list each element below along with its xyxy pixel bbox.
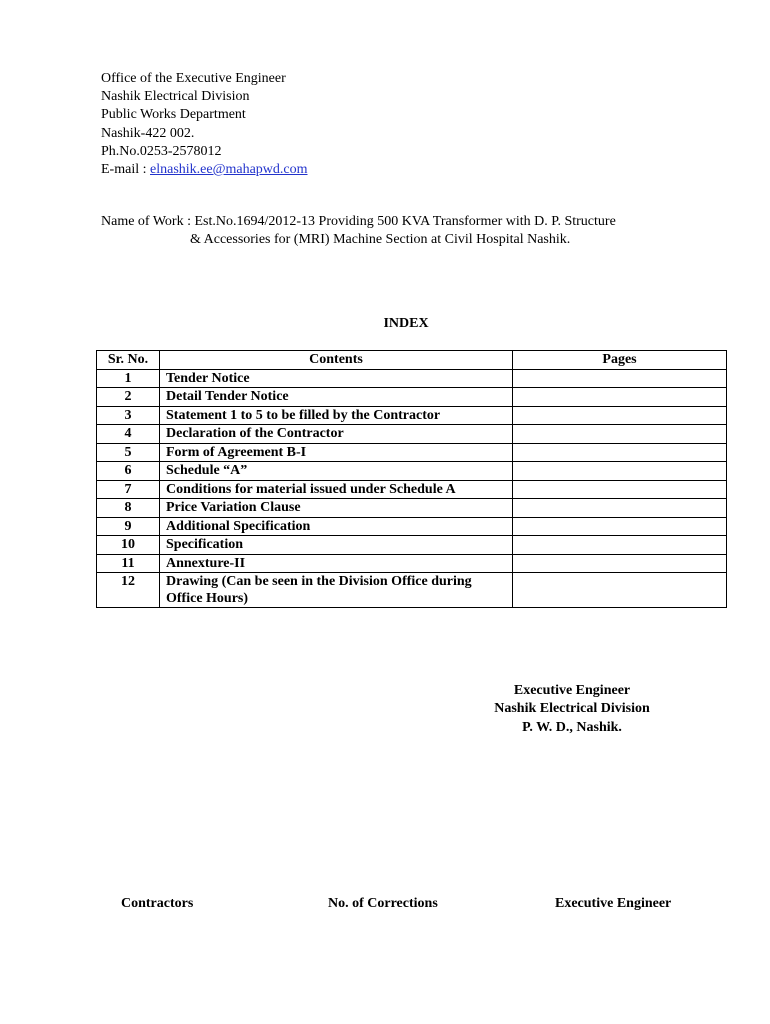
table-header-row <box>97 351 727 370</box>
row-content: Specification <box>160 536 513 555</box>
row-content: Detail Tender Notice <box>160 388 513 407</box>
table-row <box>97 554 727 573</box>
row-sr-no: 5 <box>97 443 160 462</box>
division-name: Nashik Electrical Division <box>101 89 250 105</box>
email-label: E-mail : <box>101 162 150 178</box>
table-row <box>97 462 727 481</box>
row-sr-no: 10 <box>97 536 160 555</box>
email-line <box>101 161 308 179</box>
row-pages <box>513 573 727 608</box>
row-pages <box>513 554 727 573</box>
table-row <box>97 443 727 462</box>
header-contents: Contents <box>160 351 513 370</box>
header-pages: Pages <box>513 351 727 370</box>
office-name: Office of the Executive Engineer <box>101 71 286 86</box>
department-name: Public Works Department <box>101 107 246 123</box>
row-content: Conditions for material issued under Schedule A <box>160 480 513 499</box>
header-sr-no: Sr. No. <box>97 351 160 370</box>
work-line-2: & Accessories for (MRI) Machine Section at Civil Hospital Nashik. <box>190 232 571 248</box>
footer-corrections: No. of Corrections <box>328 896 438 911</box>
row-pages <box>513 462 727 481</box>
row-content: Schedule “A” <box>160 462 513 481</box>
signature-block <box>440 682 704 737</box>
row-content: Annexture-II <box>160 554 513 573</box>
row-pages <box>513 499 727 518</box>
row-content-line-1: Drawing (Can be seen in the Division Office during <box>166 574 472 589</box>
index-table <box>96 350 727 608</box>
table-row <box>97 517 727 536</box>
row-content: Form of Agreement B-I <box>160 443 513 462</box>
row-sr-no: 9 <box>97 517 160 536</box>
email-link[interactable]: elnashik.ee@mahapwd.com <box>150 162 308 178</box>
row-content: Additional Specification <box>160 517 513 536</box>
row-content: Declaration of the Contractor <box>160 425 513 444</box>
row-sr-no: 2 <box>97 388 160 407</box>
row-pages <box>513 443 727 462</box>
row-pages <box>513 388 727 407</box>
table-row <box>97 406 727 425</box>
row-sr-no: 3 <box>97 406 160 425</box>
table-row <box>97 536 727 555</box>
signature-division: Nashik Electrical Division <box>494 701 650 717</box>
table-row <box>97 573 727 608</box>
table-row <box>97 369 727 388</box>
row-sr-no: 1 <box>97 369 160 388</box>
table-row <box>97 499 727 518</box>
table-row <box>97 425 727 444</box>
index-heading: INDEX <box>383 316 429 331</box>
city-pin: Nashik-422 002. <box>101 125 195 141</box>
footer-executive-engineer: Executive Engineer <box>555 896 672 911</box>
table-row <box>97 388 727 407</box>
row-sr-no: 7 <box>97 480 160 499</box>
row-sr-no: 4 <box>97 425 160 444</box>
office-address-block <box>101 70 308 179</box>
row-pages <box>513 425 727 444</box>
row-content: Price Variation Clause <box>160 499 513 518</box>
table-row <box>97 480 727 499</box>
row-sr-no: 6 <box>97 462 160 481</box>
footer-contractors: Contractors <box>121 896 194 911</box>
row-sr-no: 8 <box>97 499 160 518</box>
phone-number: Ph.No.0253-2578012 <box>101 143 222 159</box>
row-pages <box>513 517 727 536</box>
row-pages <box>513 369 727 388</box>
signature-office: P. W. D., Nashik. <box>522 719 622 735</box>
row-content: Statement 1 to 5 to be filled by the Contractor <box>160 406 513 425</box>
row-pages <box>513 480 727 499</box>
row-content-line-2: Office Hours) <box>166 591 249 606</box>
work-line-1: Name of Work : Est.No.1694/2012-13 Providing 500 KVA Transformer with D. P. Structure <box>101 214 616 229</box>
signature-title: Executive Engineer <box>513 683 631 698</box>
row-content: Tender Notice <box>160 369 513 388</box>
row-sr-no: 11 <box>97 554 160 573</box>
row-pages <box>513 406 727 425</box>
row-pages <box>513 536 727 555</box>
name-of-work <box>101 213 616 250</box>
row-content <box>160 573 513 608</box>
row-sr-no: 12 <box>97 573 160 608</box>
